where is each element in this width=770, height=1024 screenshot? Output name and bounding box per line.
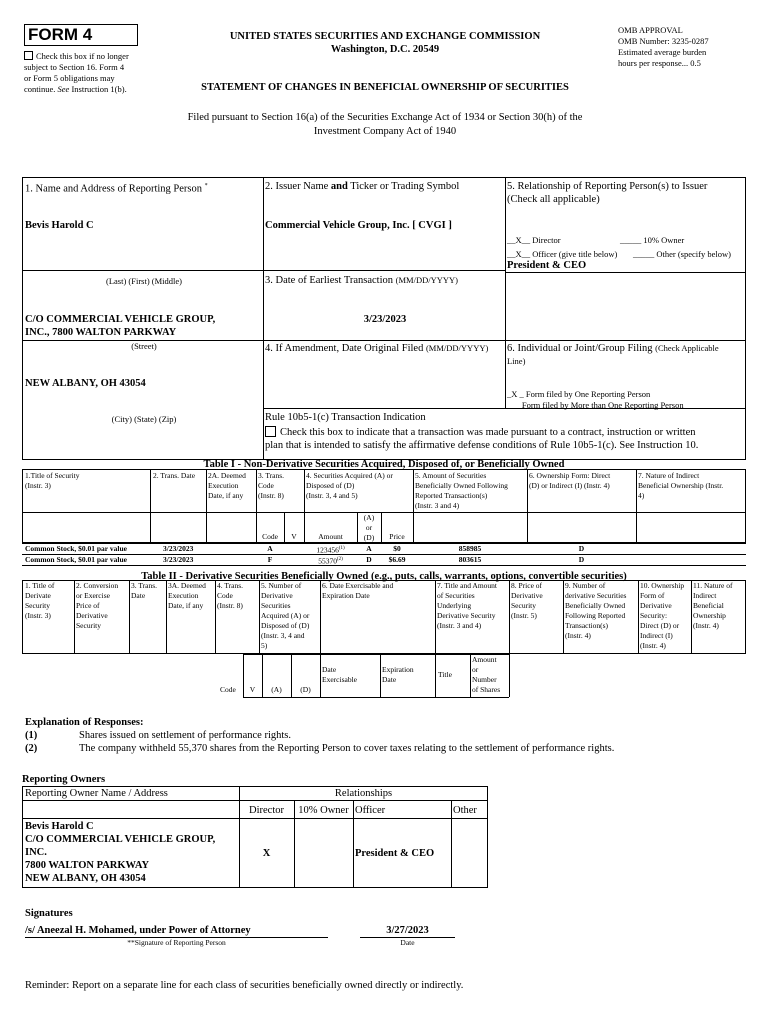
owner-director-mark: X	[262, 848, 271, 859]
t1-row2-owned: 803615	[458, 555, 482, 564]
t2-sub-code: Code	[220, 685, 236, 694]
one-reporting-person-option[interactable]: _X _ Form filed by One Reporting Person	[507, 389, 651, 399]
owner-name-address: Bevis Harold C C/O COMMERCIAL VEHICLE GROUP, INC. 7800 WALTON PARKWAY NEW ALBANY, OH 43054	[25, 821, 216, 884]
reporting-person-name: Bevis Harold C	[25, 220, 94, 231]
t1-row2-amount: 55370$^{(2)}$	[318, 556, 343, 566]
signature-label: **Signature of Reporting Person	[127, 938, 226, 947]
director-checkbox[interactable]: __X__ Director	[507, 235, 561, 245]
t2-col-underlying: 7. Title and Amount of Securities Underlying Derivative Security (Instr. 3 and 4)	[437, 581, 498, 630]
t1-sub-v: V	[291, 532, 297, 541]
owner-name-col-header: Reporting Owner Name / Address	[25, 788, 168, 799]
no-longer-subject-checkbox-text: Check this box if no longer subject to Section 16. Form 4 or Form 5 obligations may continue. See Instruction 1(b).	[24, 51, 129, 94]
t1-row2-title: Common Stock, $0.01 par value	[25, 555, 127, 564]
signature-date-label: Date	[400, 938, 415, 947]
footnote-2-number: (2)	[25, 743, 38, 754]
t1-row1-price: $0	[393, 544, 401, 553]
agency-city: Washington, D.C. 20549	[330, 44, 440, 55]
director-col-header: Director	[249, 805, 284, 816]
box5-label: 5. Relationship of Reporting Person(s) to Issuer (Check all applicable)	[507, 181, 708, 205]
t2-col-date: 3. Trans. Date	[131, 581, 158, 600]
t1-sub-code: Code	[262, 532, 278, 541]
explanation-heading: Explanation of Responses:	[25, 717, 144, 728]
officer-col-header: Officer	[355, 805, 386, 816]
table2-title: Table II - Derivative Securities Beneficially Owned (e.g., puts, calls, warrants, options, convertible securities)	[141, 571, 627, 582]
t1-row1-amount: 123456$^{(1)}$	[316, 545, 345, 555]
officer-title: President & CEO	[507, 260, 587, 271]
street-line-1: C/O COMMERCIAL VEHICLE GROUP,	[25, 314, 216, 325]
street-label: (Street)	[131, 341, 157, 351]
city-state-zip: NEW ALBANY, OH 43054	[25, 378, 146, 389]
t2-col-deemed: 3A. Deemed Execution Date, if any	[168, 581, 206, 610]
other-col-header: Other	[453, 805, 477, 816]
box4-label: 4. If Amendment, Date Original Filed (MM/DD/YYYY)	[265, 343, 489, 354]
t1-row2-date: 3/23/2023	[163, 555, 194, 564]
issuer-name: Commercial Vehicle Group, Inc. [ CVGI ]	[265, 220, 452, 231]
relationships-col-header: Relationships	[334, 788, 393, 799]
other-checkbox[interactable]: _____ Other (specify below)	[633, 249, 731, 259]
t2-sub-title: Title	[438, 670, 452, 679]
agency-name: UNITED STATES SECURITIES AND EXCHANGE COMMISSION	[229, 31, 541, 42]
t2-col-price: 8. Price of Derivative Security (Instr. 5)	[511, 581, 543, 620]
t1-col-deemed: 2A. Deemed Execution Date, if any	[208, 471, 246, 500]
t1-row2-ad: D	[366, 555, 372, 564]
box6-label: 6. Individual or Joint/Group Filing (Check Applicable Line)	[507, 343, 719, 366]
earliest-transaction-date: 3/23/2023	[363, 314, 407, 325]
owner-officer-title: President & CEO	[355, 848, 435, 859]
t1-col-owned: 5. Amount of Securities Beneficially Owned Following Reported Transaction(s) (Instr. 3 and 4)	[415, 471, 508, 510]
t2-col-exercisable: 6. Date Exercisable and Expiration Date	[322, 581, 394, 600]
multiple-reporting-persons-option[interactable]: ___ Form filed by More than One Reporting Person	[507, 400, 684, 410]
t2-sub-expiration: Expiration Date	[382, 665, 414, 684]
rule-10b5-checkbox[interactable]	[265, 426, 276, 437]
t2-sub-a: (A)	[271, 685, 282, 694]
t2-col-number: 5. Number of Derivative Securities Acquired (A) or Disposed of (D) (Instr. 3, 4 and 5)	[261, 581, 310, 650]
last-first-middle-label: (Last) (First) (Middle)	[105, 276, 182, 286]
t2-col-code: 4. Trans. Code (Instr. 8)	[217, 581, 244, 610]
t1-col-title: 1.Title of Security (Instr. 3)	[25, 471, 80, 490]
t1-col-form: 6. Ownership Form: Direct (D) or Indirect (I) (Instr. 4)	[529, 471, 611, 490]
t2-sub-exercisable: Date Exercisable	[322, 665, 357, 684]
box1-label: 1. Name and Address of Reporting Person *	[25, 183, 208, 195]
reporting-owners-heading: Reporting Owners	[22, 774, 106, 785]
signature-date: 3/27/2023	[386, 925, 429, 936]
t1-row1-ad: A	[366, 544, 372, 553]
footnote-1-text: Shares issued on settlement of performance rights.	[79, 730, 291, 741]
ten-percent-col-header: 10% Owner	[298, 805, 349, 816]
t1-row2-code: F	[267, 555, 273, 564]
t1-row2-price: $6.69	[388, 555, 406, 564]
city-state-zip-label: (City) (State) (Zip)	[111, 414, 177, 424]
officer-checkbox[interactable]: __X__ Officer (give title below)	[507, 249, 618, 259]
t2-col-title: 1. Title of Derivate Security (Instr. 3)	[25, 581, 55, 620]
t1-col-nature: 7. Nature of Indirect Beneficial Ownership (Instr. 4)	[638, 471, 724, 500]
omb-approval: OMB APPROVAL OMB Number: 3235-0287 Estimated average burden hours per response... 0.5	[618, 25, 709, 68]
t1-col-acquired: 4. Securities Acquired (A) or Disposed of (D) (Instr. 3, 4 and 5)	[306, 471, 393, 500]
t1-row1-code: A	[267, 544, 273, 553]
t1-row1-form: D	[578, 544, 585, 553]
table1-title: Table I - Non-Derivative Securities Acquired, Disposed of, or Beneficially Owned	[203, 459, 565, 470]
ten-percent-owner-checkbox[interactable]: _____ 10% Owner	[620, 235, 685, 245]
statement-title: STATEMENT OF CHANGES IN BENEFICIAL OWNERSHIP OF SECURITIES	[201, 82, 569, 93]
rule-10b5-title: Rule 10b5-1(c) Transaction Indication	[265, 412, 426, 423]
t2-col-owned: 9. Number of derivative Securities Beneficially Owned Following Reported Transaction(s) (Instr. 4)	[565, 581, 627, 640]
signer-name: /s/ Aneezal H. Mohamed, under Power of Attorney	[25, 925, 251, 936]
t2-col-form: 10. Ownership Form of Derivative Security: Direct (D) or Indirect (I) (Instr. 4)	[640, 581, 685, 650]
no-longer-subject-checkbox[interactable]	[24, 51, 33, 60]
t1-row1-owned: 858985	[458, 544, 482, 553]
t1-row1-date: 3/23/2023	[163, 544, 194, 553]
t2-col-conversion: 2. Conversion or Exercise Price of Derivative Security	[76, 581, 119, 630]
footnote-1-number: (1)	[25, 730, 38, 741]
t1-sub-amount: Amount	[318, 532, 343, 541]
t1-row2-form: D	[578, 555, 585, 564]
t2-sub-d: (D)	[300, 685, 311, 694]
t1-sub-price: Price	[389, 532, 405, 541]
rule-10b5-text: Check this box to indicate that a transaction was made pursuant to a contract, instruction or written plan that is intended to satisfy the affirmative defense conditions of Rule 10b5-1(c). See Instruction 10.	[265, 427, 699, 451]
reminder-text: Reminder: Report on a separate line for each class of securities beneficially owned directly or indirectly.	[25, 980, 464, 991]
footnote-2-text: The company withheld 55,370 shares from the Reporting Person to cover taxes relating to the settlement of performance rights.	[79, 743, 615, 754]
t1-sub-ad: (A) or (D)	[363, 513, 375, 542]
filed-pursuant-line-2: Investment Company Act of 1940	[313, 126, 457, 137]
signatures-heading: Signatures	[25, 908, 73, 919]
box3-label: 3. Date of Earliest Transaction (MM/DD/YYYY)	[265, 275, 458, 286]
filed-pursuant-line-1: Filed pursuant to Section 16(a) of the Securities Exchange Act of 1934 or Section 30(h) of the	[187, 112, 583, 123]
box2-label: 2. Issuer Name and Ticker or Trading Symbol	[265, 181, 460, 192]
t2-col-nature: 11. Nature of Indirect Beneficial Ownership (Instr. 4)	[693, 581, 733, 630]
form-title: FORM 4	[28, 25, 93, 44]
t2-sub-amount: Amount or Number of Shares	[472, 655, 501, 694]
t2-sub-v: V	[249, 685, 256, 694]
t1-row1-title: Common Stock, $0.01 par value	[25, 544, 127, 553]
t1-col-code: 3. Trans. Code (Instr. 8)	[258, 471, 285, 500]
street-line-2: INC., 7800 WALTON PARKWAY	[25, 327, 177, 338]
t1-col-date: 2. Trans. Date	[153, 471, 196, 480]
